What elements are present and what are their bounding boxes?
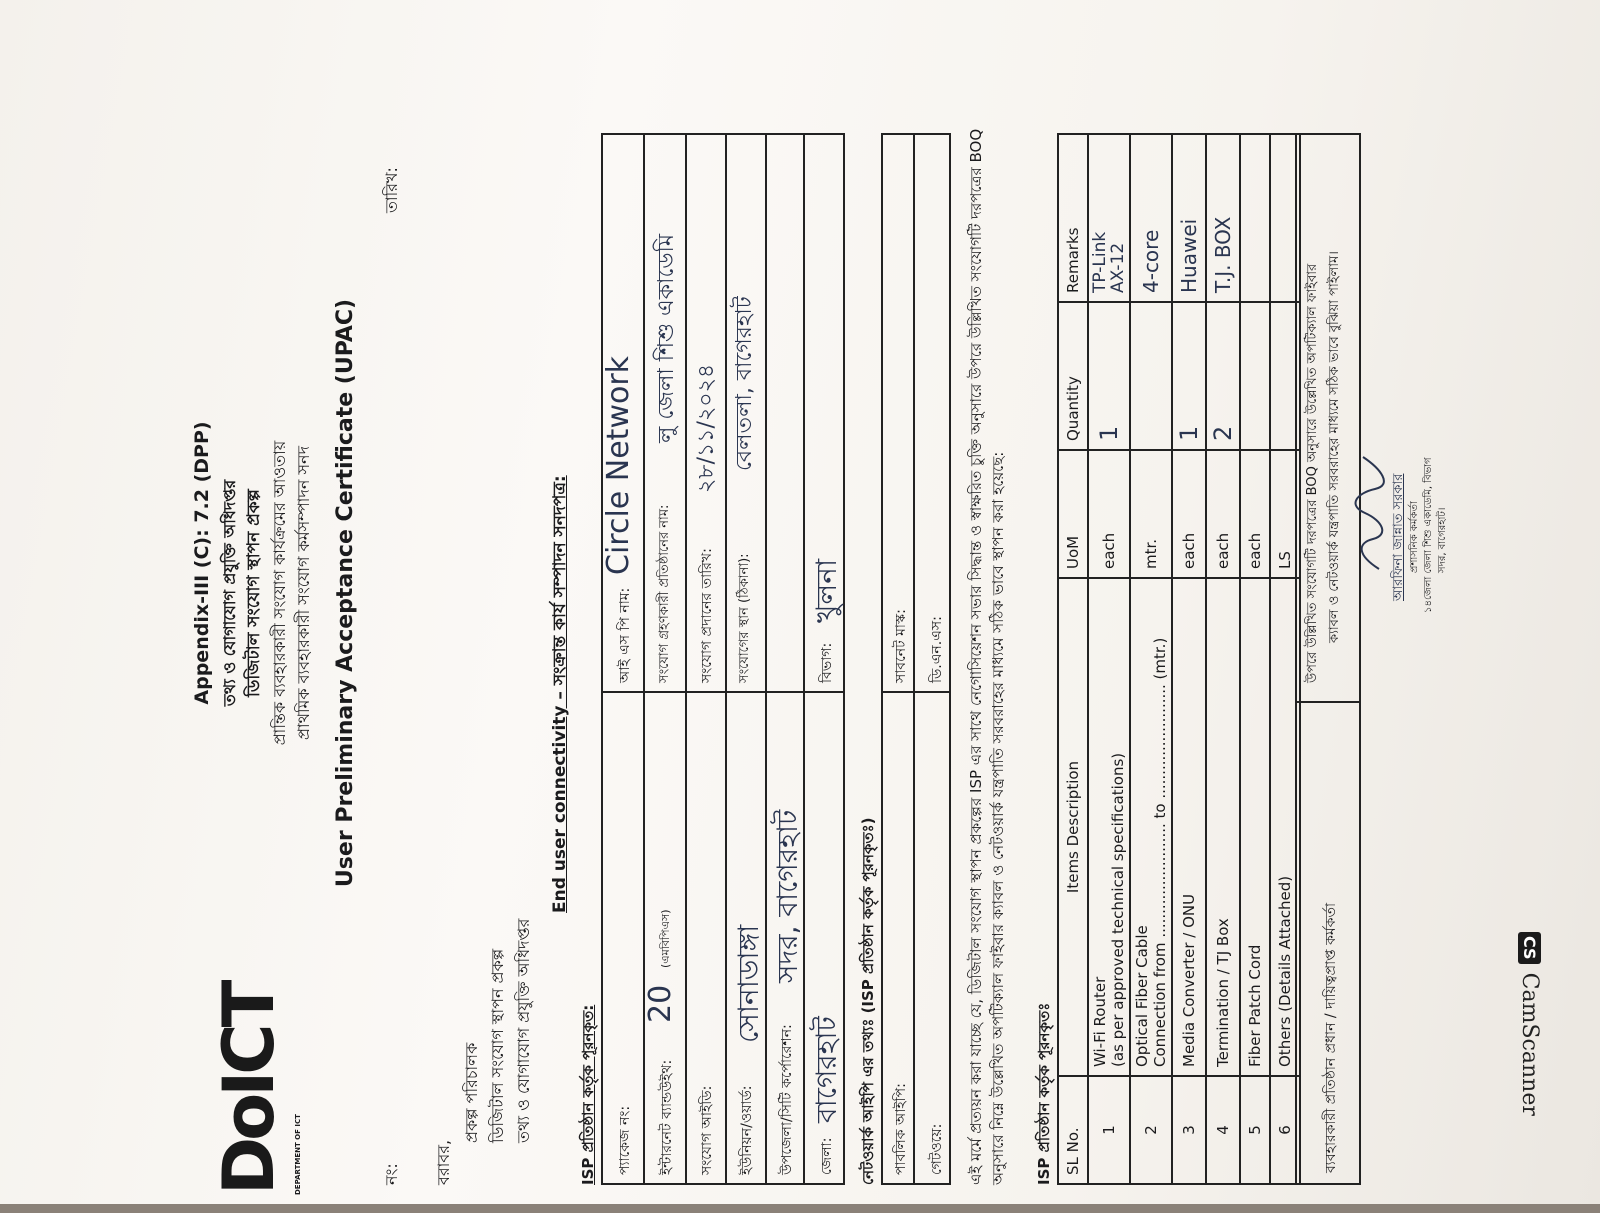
row-description: Others (Details Attached) (1270, 578, 1300, 1076)
union-label: ইউনিয়ন/ওয়ার্ড: (739, 1085, 755, 1175)
logo-mark: DoICT (208, 983, 290, 1195)
camscanner-badge: CS (1518, 932, 1541, 964)
location-value: বেলতলা, বাগেরহাট (732, 296, 757, 471)
row-remarks-line1: TP-Link (1090, 231, 1110, 293)
appendix-label: Appendix-III (C): 7.2 (DPP) (191, 421, 213, 705)
row-remarks (1088, 134, 1130, 302)
stamp-name: আরফিনা জান্নাত সরকার (1391, 473, 1406, 601)
upazila-label: উপজেলা/সিটি কর্পোরেশন: (779, 1024, 795, 1175)
bandwidth-value: 20 (643, 984, 678, 1023)
row-sl: 2 (1130, 1076, 1172, 1184)
certification-paragraph: এই মর্মে প্রত্যয়ন করা যাচ্ছে যে, ডিজিটাল সংযোগ স্থাপন প্রকল্পের ISP এর সাথে নেগোসিয়েশন সভার সিদ্ধান্ত ও স্বাক্ষরিত চুক্তি অনুসারে উপরে উল্লিখিত সংযোগটি দরপত্রের BOQ অনুসারে নিম্নে উল্লেখিত অপটিক্যাল ফাইবার ক্যাবল ও নেটওয়ার্ক যন্ত্রপাতি সরবরাহের মাধ্যমে সঠিক ভাবে স্থাপন করা হয়েছে: (967, 128, 1007, 1185)
table-row (1240, 134, 1270, 1184)
upazila-value: সদর, বাগেরহাট (771, 809, 804, 983)
header-uom: UoM (1058, 450, 1088, 578)
row-sl: 6 (1270, 1076, 1300, 1184)
subnet-mask-label: সাবনেট মাস্ক: (893, 609, 909, 683)
union-value: সোনাডাঙ্গা (732, 924, 765, 1043)
row-quantity: 1 (1088, 302, 1130, 450)
row-quantity: 1 (1172, 302, 1206, 450)
package-no-label: প্যাকেজ নং: (617, 1105, 633, 1175)
bandwidth-label: ইন্টারনেট ব্যান্ডউইথ: (659, 1059, 675, 1175)
ministry-name: তথ্য ও যোগাযোগ প্রযুক্তি অধিদপ্তর (220, 479, 239, 707)
connection-date-value: ২৮/১১/২০২৪ (694, 363, 719, 493)
header-subtitle-2: প্রাথমিক ব্যবহারকারী সংযোগ কর্মসম্পাদন সনদ (294, 446, 313, 740)
stamp-organization: ১৪জেলা জেলা শিশু একাডেমি, বিভাগ (1423, 457, 1434, 613)
connection-id-label: সংযোগ আইডি: (699, 1085, 715, 1175)
addressee-line-2: ডিজিটাল সংযোগ স্থাপন প্রকল্প (488, 948, 507, 1143)
row-desc-line1: Optical Fiber Cable (1133, 925, 1151, 1067)
gateway-label: গেটওয়ে: (929, 1123, 945, 1175)
network-ip-heading: নেটওয়ার্ক আইপি এর তথ্যঃ (ISP প্রতিষ্ঠান কর্তৃক পূরনকৃতঃ) (859, 817, 877, 1185)
row-description: Termination / TJ Box (1206, 578, 1240, 1076)
camscanner-watermark (1512, 932, 1542, 1162)
district-division-row (805, 133, 845, 1185)
row-uom: each (1206, 450, 1240, 578)
signature-block (1295, 133, 1361, 1185)
isp-filled-heading: ISP প্রতিষ্ঠান কর্তৃক পূরনকৃত: (579, 1004, 597, 1185)
division-label: বিভাগ: (819, 642, 835, 683)
isp-name-value: Circle Network (601, 355, 636, 575)
row-uom: mtr. (1130, 450, 1172, 578)
row-desc-line2: (as per approved technical specifications) (1109, 752, 1127, 1067)
row-desc-line2: Connection from ........................ to ........................ (mtr.) (1151, 637, 1169, 1067)
row-uom: LS (1270, 450, 1300, 578)
table-row (1206, 134, 1240, 1184)
addressee-line-3: তথ্য ও যোগাযোগ প্রযুক্তি অধিদপ্তর (514, 918, 533, 1143)
certificate-sheet (185, 33, 1448, 1213)
date-label: তারিখ: (382, 167, 401, 213)
row-sl: 4 (1206, 1076, 1240, 1184)
table-row (1130, 134, 1172, 1184)
bandwidth-unit: (এমবিপিএস) (659, 909, 672, 968)
header-sl: SL No. (1058, 1076, 1088, 1184)
row-sl: 1 (1088, 1076, 1130, 1184)
project-name: ডিজিটাল সংযোগ স্থাপন প্রকল্প (244, 489, 264, 697)
acceptance-text-2: ক্যাবল ও নেটওয়ার্ক যন্ত্রপাতি সরবরাহের মাধ্যমে সঠিক ভাবে বুঝিয়া পাইলাম। (1327, 251, 1342, 643)
row-uom: each (1088, 450, 1130, 578)
row-desc-line1: Wi-Fi Router (1091, 976, 1109, 1067)
row-remarks (1240, 134, 1270, 302)
table-row (1088, 134, 1130, 1184)
row-description: Media Converter / ONU (1172, 578, 1206, 1076)
row-remarks: Huawei (1172, 134, 1206, 302)
header-description: Items Description (1058, 578, 1088, 1076)
row-uom: each (1172, 450, 1206, 578)
logo-caption: DEPARTMENT OF ICT (294, 1114, 302, 1195)
header-subtitle-1: প্রান্তিক ব্যবহারকারী সংযোগ কার্যক্রমের আওতায় (270, 440, 289, 746)
isp-name-label: আই এস পি নাম: (617, 587, 633, 683)
user-head-label: ব্যবহারকারী প্রতিষ্ঠান প্রধান / দায়িত্বপ্রাপ্ত কর্মকর্তা (1323, 902, 1339, 1173)
stamp-title: প্রশাসনিক কর্মকর্তা (1409, 501, 1420, 573)
row-description: Fiber Patch Cord (1240, 578, 1270, 1076)
row-remarks-line2: AX-12 (1108, 242, 1128, 293)
row-sl: 5 (1240, 1076, 1270, 1184)
district-value: বাগেরহাট (810, 1016, 843, 1123)
doict-logo (205, 983, 323, 1195)
acceptance-text-1: উপরে উল্লিখিত সংযোগটি দরপত্রের BOQ অনুসারে উল্লেখিত অপটিক্যাল ফাইবার (1305, 263, 1320, 683)
addressee-line-1: প্রকল্প পরিচালক (462, 1042, 481, 1143)
network-ip-table (881, 133, 951, 1185)
receiver-name-label: সংযোগ গ্রহণকারী প্রতিষ্ঠানের নাম: (657, 504, 672, 683)
stamp-place: সদর, বাগেরহাট। (1437, 507, 1448, 573)
items-table-header (1058, 134, 1088, 1184)
row-quantity: 2 (1206, 302, 1240, 450)
location-label: সংযোগের স্থান (ঠিকানা): (737, 553, 752, 683)
header-quantity: Quantity (1058, 302, 1088, 450)
camscanner-text: CamScanner (1517, 972, 1542, 1116)
row-description (1088, 578, 1130, 1076)
district-label: জেলা: (819, 1137, 835, 1175)
public-ip-label: পাবলিক আইপি: (893, 1083, 909, 1175)
table-row (1172, 134, 1206, 1184)
division-value: খুলনা (810, 558, 843, 623)
row-quantity (1240, 302, 1270, 450)
receiver-name-value: লু জেলা শিশু একাডেমি (654, 233, 679, 443)
connection-date-label: সংযোগ প্রদানের তারিখ: (699, 548, 715, 683)
items-table (1057, 133, 1301, 1185)
row-quantity (1130, 302, 1172, 450)
row-sl: 3 (1172, 1076, 1206, 1184)
row-remarks: 4-core (1130, 134, 1172, 302)
reference-no-label: নং: (382, 1163, 401, 1185)
addressee-to: বরাবর, (434, 1139, 453, 1185)
row-description (1130, 578, 1172, 1076)
row-uom: each (1240, 450, 1270, 578)
row-remarks: T.J. BOX (1206, 134, 1240, 302)
dns-label: ডি.এন.এস: (929, 616, 945, 683)
section-heading-connectivity: End user connectivity – সংক্রান্ত কার্য সম্পাদন সনদপত্র: (550, 475, 570, 913)
connectivity-info-table (601, 133, 805, 1185)
items-heading: ISP প্রতিষ্ঠান কর্তৃক পূরনকৃতঃ (1035, 1002, 1053, 1185)
header-remarks: Remarks (1058, 134, 1088, 302)
document-title: User Preliminary Acceptance Certificate (UPAC) (333, 298, 358, 888)
handwritten-signature (1353, 453, 1389, 573)
